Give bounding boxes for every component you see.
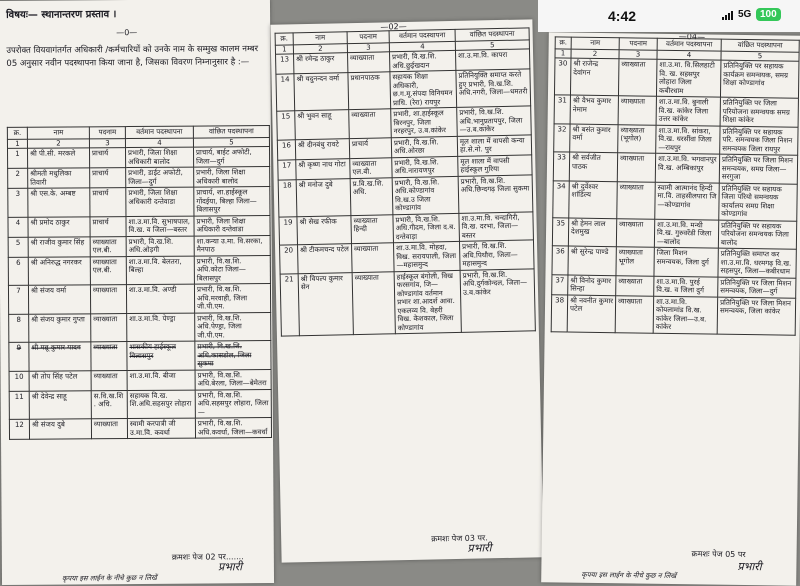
cell-serial: 7 (8, 285, 28, 314)
cell-designation: व्याख्याता एल.बी. (90, 236, 126, 256)
cell-desired-posting: प्रभारी, वि.ख.शि. अधि.कवर्धा, जिला—कवर्धा (195, 418, 271, 439)
cell-designation: व्याख्याता एल.बी. (350, 157, 392, 178)
cell-designation: व्याख्याता (352, 271, 395, 334)
table-row (8, 215, 270, 237)
table-row (8, 255, 270, 285)
cell-serial: 19 (279, 216, 298, 245)
cell-desired-posting: प्रभारी, वि.ख.शि. अधि.पेण्ड्रा, जिला जी.पी.एम. (195, 312, 271, 341)
table-row (9, 418, 271, 440)
table-row (278, 174, 533, 216)
cell-serial: 16 (277, 139, 295, 159)
signature: प्रभारी (737, 559, 762, 574)
col-number: 2 (571, 49, 619, 59)
cell-name: श्री विनोद कुमार सिन्हा (568, 275, 616, 296)
page-number: —0— (116, 27, 138, 38)
table-row (8, 284, 270, 314)
cell-designation: व्याख्याता (615, 295, 654, 333)
col-number: 4 (125, 138, 193, 148)
cell-current-posting: सहायक वि.ख. शि.अधि.सहसपुर लोहारा (127, 390, 195, 419)
cell-designation: प्राचार्य (90, 216, 126, 236)
col-number: 4 (657, 50, 721, 60)
cell-desired-posting: शा.उ.मा.वि. कापरा (455, 49, 529, 71)
cell-name: श्री भुवन साहू (295, 110, 350, 140)
table-row-struck-out (9, 341, 271, 371)
cell-serial: 21 (280, 273, 299, 336)
cell-designation: व्याख्याता (616, 275, 654, 296)
cell-designation: व्याख्याता (616, 218, 654, 247)
cell-name: श्री तोप सिंह पटेल (29, 370, 91, 390)
cell-name: श्री एस.के. अम्बष्ट (28, 188, 90, 217)
cell-name: श्री मन्नू कुमार यादव (29, 342, 91, 371)
cell-desired-posting: प्रतिनियुक्ति समाप्त कर शा.उ.मा.वि. धरमगढ़ वि.ख. सहसपुर, जिला—कबीरधाम (718, 248, 796, 278)
cell-serial: 20 (280, 245, 299, 274)
transfer-table-page-2 (275, 27, 536, 336)
continued-note: क्रमशः पेज 02 पर....... (171, 552, 244, 562)
page-number: —04— (678, 32, 706, 42)
cell-designation: व्याख्याता (618, 96, 656, 125)
cell-name: श्री अनिरुद्ध नगरकर (28, 256, 90, 285)
cell-serial: 35 (552, 217, 568, 246)
cell-current-posting: स्वामी आत्मानंद हिन्दी मा.वि. ताहसीलपारा जि—कोण्डागांव (655, 182, 720, 220)
cell-serial: 31 (554, 95, 570, 124)
cell-desired-posting: मूल शाला में वापसी कन्या हा.से.नो. पुर (457, 134, 531, 156)
cell-designation: व्याख्याता (भूगोल) (618, 124, 656, 153)
header-designation: पदनाम (89, 127, 125, 139)
cell-serial: 8 (9, 314, 29, 343)
cell-serial: 34 (553, 180, 570, 217)
do-not-write-note: कृपया इस लाईन के नीचे कुछ न लिखें (61, 573, 157, 583)
subject-line: विषयः— स्थानान्तरण प्रस्ताव । (6, 9, 117, 21)
status-time: 4:42 (608, 8, 637, 24)
table-body (7, 147, 271, 440)
cell-current-posting: शा.उ.मा.वि. बीजा (127, 370, 195, 390)
cell-desired-posting: प्रभारी, वि.ख.शि. अधि.दुर्गकोन्दल, जिला—उ.ब.कांकेर (460, 268, 535, 332)
cell-name: श्री मनोज दुबे (296, 178, 351, 216)
battery-icon: 100 (756, 8, 781, 21)
header-desired-posting: वांछित पदस्थापना (193, 126, 269, 138)
cell-designation: व्याख्याता (617, 153, 655, 182)
page-number: —02— (380, 21, 407, 32)
continued-note: क्रमशः पेज 03 पर. (431, 533, 488, 544)
table-row (9, 369, 271, 391)
cell-current-posting: शा.उ.मा.वि. पेण्ड्रा (127, 313, 195, 342)
cell-name: श्री रमेन्द्र ठाकुर (294, 53, 348, 74)
table-row (9, 312, 271, 342)
col-number: 3 (619, 49, 657, 59)
cell-desired-posting: प्रभारी, जिला शिक्षा अधिकारी दन्तेवाडा (194, 215, 270, 236)
header-desired-posting: वांछित पदस्थापना (455, 28, 529, 41)
cell-serial: 2 (8, 168, 28, 188)
document-page-1 (0, 0, 274, 585)
header-name: नाम (293, 32, 347, 45)
cell-designation: प्राचार्य (90, 168, 126, 188)
transfer-table-page-1 (7, 125, 272, 440)
header-current-posting: वर्तमान पदस्थापना (389, 29, 455, 42)
cell-current-posting: शा.उ.मा.वि. बुनाली वि.ख. कांकेर जिला उत्तर कांकेर (656, 96, 720, 125)
cell-desired-posting: प्रभारी, वि.ख.शि. अधि.बेरला, जिला—बेमेतरा (195, 369, 271, 390)
header-name: नाम (27, 127, 89, 139)
header-desired-posting: वांछित पदस्थापना (721, 39, 799, 52)
col-number: 5 (721, 51, 799, 62)
cell-current-posting: प्रभारी, शा.हाईस्कूल बिरनपुर, जिला नरहरपुर, उ.ब.कांकेर (391, 107, 458, 137)
cell-desired-posting: मूल शाला में वापसी हाईस्कूल गुरिया (458, 154, 532, 176)
cell-serial: 4 (8, 217, 28, 237)
cell-name: श्री संजय कुमार गुप्ता (29, 313, 91, 342)
cell-desired-posting: शा.कन्या उ.मा. वि.सरका, मैनपाठ (194, 235, 270, 256)
cell-name: श्रीमती मधुलिका तिवारी (28, 168, 90, 188)
cell-desired-posting: प्रभारी, वि.ख.शि. अधि.भानुप्रतापपुर, जिला—उ.ब.कांकेर (457, 106, 532, 136)
cell-desired-posting: प्रभारी, वि.ख.शि. अधि.कासडोल, जिला सुकमा (195, 341, 271, 370)
cell-serial: 32 (554, 123, 570, 152)
cell-current-posting: शा.उ.मा.वि. पुरई वि.ख. व जिला दुर्ग (654, 276, 718, 297)
cell-desired-posting: प्रतिनियुक्ति पर सहायक परियोजना समन्वयक जिला बालोद (718, 220, 796, 250)
cell-current-posting: शा.उ.मा.वि. सुभाषपाल, वि.ख. व जिला—बस्तर (126, 216, 194, 236)
cell-desired-posting: प्रभारी, वि.ख.शि. अधि.पिथौरा, जिला—महासमुन्द (459, 240, 534, 270)
cell-desired-posting: शा.उ.मा.वि. चन्दागिरी, वि.ख. दरभा, जिला—बस्तर (459, 211, 534, 241)
col-number: 3 (89, 138, 125, 148)
cell-designation: व्याख्याता (91, 370, 127, 390)
cell-name: श्री नवनीत कुमार पटेल (567, 295, 616, 333)
cell-name: श्री टीकमचन्द पटेल (298, 244, 353, 274)
col-number: 1 (7, 139, 27, 149)
cell-current-posting: शा.उ.मा.वि. कोयलामांड वि.ख. कांकेर जिला—उ.ब. कांकेर (653, 296, 718, 334)
cell-current-posting: प्रभारी, वि.ख.शि. अधि.ओड़गी (126, 236, 194, 256)
cell-desired-posting: प्रतिनियुक्ति समाप्त करते हुए प्रभारी, वि.ख.शि. अधि.नगरी, जिला—धमतरी (456, 69, 531, 108)
col-number: 3 (347, 42, 389, 52)
cell-serial: 17 (278, 159, 296, 179)
cell-serial: 3 (8, 188, 28, 217)
cell-designation: व्याख्याता भूगोल (616, 247, 654, 276)
cell-designation: प्र.वि.ख.शि. अधि. (350, 177, 393, 215)
cell-current-posting: प्रभारी, वि.ख.शि. अधि.ओरछा (391, 136, 457, 157)
cell-current-posting: प्रभारी, जिला शिक्षा अधिकारी बालोद (125, 147, 193, 167)
table-row (553, 180, 797, 220)
cell-serial: 6 (8, 257, 28, 286)
cell-current-posting: शा.उ.मा.वि. सांकरा, वि.ख. धरसींवा जिला—रायपुर (656, 125, 720, 154)
cell-current-posting: प्रभारी, वि.ख.शि. अधि.कोण्डागांव वि.ख.उ जिला कोण्डागांव (392, 176, 459, 214)
cell-serial: 30 (554, 58, 571, 95)
signal-bars-icon (722, 11, 733, 20)
cell-desired-posting: प्राचार्य, शा.हाईस्कूल गोंदईया, बिल्हा जिला—बिलासपुर (194, 187, 270, 216)
cell-current-posting: शा.उ.मा.वि. मन्थी वि.ख. गुरुवरेंडी जिला—बालोद (654, 219, 718, 248)
cell-designation: व्याख्याता (349, 109, 392, 138)
cell-serial: 38 (551, 294, 568, 331)
table-row (552, 217, 796, 249)
cell-serial: 33 (553, 152, 569, 181)
transfer-table-page-4 (551, 36, 800, 335)
cell-current-posting: प्रभारी, वि.ख.शि. अधि.छुईखदान (389, 50, 455, 71)
header-serial: क्र. (555, 37, 571, 49)
header-serial: क्र. (7, 127, 27, 139)
document-page-3 (541, 32, 800, 586)
table-row (280, 268, 535, 336)
signature: प्रभारी (467, 541, 492, 555)
table-row (554, 58, 798, 98)
cell-designation: प्रधानपाठक (348, 72, 391, 110)
cell-designation: प्राचार्य (349, 137, 391, 158)
cell-current-posting: शा.उ.मा.वि. मोहदा, विख. सरायपाली, जिला—महासमुन्द (393, 241, 460, 271)
signature: प्रभारी (217, 560, 243, 574)
table-row (552, 246, 796, 278)
table-row (554, 123, 798, 155)
cell-serial: 14 (276, 74, 295, 111)
cell-name: श्री सेख रफीक (297, 215, 352, 245)
col-number: 4 (389, 41, 455, 52)
cell-current-posting: शासकीय हाईस्कूल बिलासपुर (127, 341, 195, 370)
cell-current-posting: शा.उ.मा.वि. अण्डी (126, 284, 194, 313)
cell-designation: व्याख्याता हिन्दी (351, 214, 394, 243)
cell-desired-posting: प्रतिनियुक्ति पर जिला मिशन समन्वयक, समग्र जिला—सरगुजा (719, 154, 797, 184)
cell-desired-posting: प्रतिनियुक्ति पर सहायक परि. समन्वयक जिला निशन समन्वयक जिला रायपुर (720, 126, 798, 156)
cell-designation: व्याख्याता एल.बी. (90, 256, 126, 285)
cell-desired-posting: प्रतिनियुक्ति पर सहायक कार्यक्रम समन्वयक, समग्र शिक्षा कोण्डागांव (720, 60, 799, 98)
table-body (551, 58, 799, 335)
cell-name: श्री प्रमोद ठाकुर (28, 216, 90, 236)
col-number: 1 (275, 44, 293, 54)
network-label: 5G (738, 9, 752, 20)
cell-serial: 9 (9, 342, 29, 371)
cell-designation: व्याख्याता (347, 52, 389, 73)
cell-designation: व्याख्याता (91, 342, 127, 371)
cell-name: श्री संजय वर्मा (28, 285, 90, 314)
cell-name: श्री राजीव कुमार सिंह (28, 236, 90, 256)
cell-serial: 1 (7, 148, 27, 168)
cell-desired-posting: प्रतिनियुक्ति पर जिला परियोजना समन्वयक समग्र शिक्षा कांकेर (720, 97, 798, 127)
cell-current-posting: जिला मिशन समन्वयक, जिला दुर्ग (654, 247, 718, 276)
cell-desired-posting: प्रभारी, वि.ख.शि. अधि.कोटा जिला—बिलासपुर (194, 255, 270, 284)
table-body (276, 49, 536, 336)
cell-name: श्री राजेन्द्र देवांगन (570, 58, 619, 96)
cell-serial: 12 (9, 419, 29, 439)
header-designation: पदनाम (347, 31, 389, 43)
cell-name: श्री दीनबंधु रावटे (295, 138, 349, 159)
cell-desired-posting: प्रभारी, जिला शिक्षा अधिकारी बालोद (194, 167, 270, 188)
cell-name: श्री सुरेन्द्र पाण्डे (568, 246, 616, 275)
col-number: 1 (555, 48, 571, 58)
cell-name: श्री यदुनन्दन वर्मा (294, 73, 349, 111)
cell-name: श्री दुर्वेश्वर शांडिल्य (569, 181, 618, 219)
cell-current-posting: सहायक शिक्षा अधिकारी, छ.ग.मू.संपदा विनियमन प्राधि. (रेरा) रायपुर (390, 70, 457, 108)
cell-designation: व्याख्याता (617, 181, 656, 219)
header-current-posting: वर्तमान पदस्थापना (657, 38, 721, 50)
table-row (551, 294, 795, 334)
cell-name: श्री पी.सी. मरकले (27, 148, 89, 168)
cell-current-posting: प्रभारी, जिला शिक्षा अधिकारी दन्तेवाडा (126, 187, 194, 216)
cell-serial: 5 (8, 237, 28, 257)
do-not-write-note: कृपया इस लाईन के नीचे कुछ न लिखें (581, 570, 677, 581)
cell-desired-posting: प्रभारी, वि.ख.शि. अधि.सहसपुर लोहारा, जिला— (195, 389, 271, 418)
cell-serial: 11 (9, 391, 29, 420)
table-row (554, 95, 798, 127)
phone-status-bar (538, 0, 800, 32)
cell-name: श्री देवेन्द्र साहू (29, 390, 91, 419)
cell-current-posting: प्रभारी, वि.ख.शि. अधि.गीदम, जिला द.ब. दन्तेवाड़ा (393, 213, 460, 243)
cell-designation: प्राचार्य (90, 188, 126, 217)
cell-current-posting: प्रभारी, डाईट अफोटी, जिला—दुर्ग (126, 167, 194, 187)
cell-current-posting: शा.उ.मा.वि. भगवानपुर वि.ख. अम्बिकापुर (655, 153, 719, 182)
cell-serial: 36 (552, 246, 568, 275)
cell-current-posting: स्वामी करपात्री जी उ.मा.वि. कवर्धा (127, 418, 195, 438)
cell-desired-posting: प्रतिनियुक्ति पर जिला मिशन समन्वयक, जिला कांकेर (717, 297, 796, 335)
cell-name: श्री हेमन लाल देशमुख (568, 218, 616, 247)
intro-paragraph: उपरोक्त वियवागंतर्गत अधिकारी /कर्मचारियों को उनके नाम के सम्मुख कालम नम्बर 05 अनुसार नवीन पदस्थापना किया जाना है, जिसका विवरण निम्नानुसार है :— (6, 44, 259, 69)
cell-name: श्री वैभव कुमार नेमाम (570, 95, 618, 124)
cell-serial: 37 (552, 274, 568, 294)
cell-serial: 18 (278, 179, 297, 216)
col-number: 5 (193, 137, 269, 147)
table-row (7, 147, 269, 169)
cell-designation: प्राचार्य (89, 148, 125, 168)
cell-desired-posting: प्रतिनियुक्ति पर सहायक जिला परियो समन्वयक कार्यालय समग्र शिक्षा कोण्डागांव (719, 183, 798, 221)
header-name: नाम (571, 37, 619, 49)
cell-desired-posting: प्रभारी, वि.ख.शि. अधि.मरवाही, जिला जी.पी.एम. (194, 284, 270, 313)
cell-designation: व्याख्याता (351, 243, 394, 272)
header-designation: पदनाम (619, 38, 657, 50)
cell-current-posting: हाईस्कूल बंगोली, विख फरसगांव, जि—कोण्डागांव वर्तमान प्रभार शा.आदर्श आवा. एकलव्य वि. बेहरी विख. केशकाल, जिला कोण्डागांव (394, 270, 461, 334)
cell-designation: स.वि.ख.शि. अधि. (91, 390, 127, 419)
cell-current-posting: प्रभारी, वि.ख.शि. अधि.नारायणपुर (392, 156, 458, 177)
cell-current-posting: शा.उ.मा.वि. बेलतरा, बिल्हा (126, 256, 194, 285)
cell-designation: व्याख्याता (90, 285, 126, 314)
cell-name: श्री सर्वजीत पाठक (569, 152, 617, 181)
cell-desired-posting: प्राचार्य, बाईट अफोटी, जिला—दुर्ग (193, 147, 269, 168)
cell-designation: व्याख्याता (91, 313, 127, 342)
cell-name: श्री संजय दुबे (29, 419, 91, 439)
table-row (8, 235, 270, 257)
table-row (9, 389, 271, 419)
cell-name: श्री बसंत कुमार वर्मा (570, 124, 618, 153)
col-number: 5 (455, 39, 529, 50)
continued-note: क्रमशः पेज 05 पर (691, 549, 746, 560)
col-number: 2 (27, 138, 89, 148)
cell-serial: 15 (277, 111, 296, 140)
cell-designation: व्याख्याता (91, 419, 127, 439)
col-number: 2 (293, 43, 347, 54)
cell-current-posting: शा.उ.मा. वि.सिलहाटी वि. ख. सहसपुर लोहारा जिला कबीरधाम (656, 59, 721, 97)
header-serial: क्र. (275, 33, 293, 45)
table-row (276, 69, 531, 111)
cell-desired-posting: प्रभारी, वि.ख.शि. अधि.छिन्दगढ़ जिला सुकमा (458, 174, 533, 213)
cell-serial: 10 (9, 371, 29, 391)
cell-serial: 13 (276, 54, 294, 74)
cell-designation: व्याख्याता (618, 59, 657, 97)
cell-name: श्री कृष्ण नाथ गोटा (296, 158, 350, 179)
header-current-posting: वर्तमान पदस्थापना (125, 126, 193, 138)
table-row (8, 187, 270, 217)
document-page-2 (270, 19, 543, 562)
table-row (8, 167, 270, 189)
cell-desired-posting: प्रतिनियुक्ति पर जिला मिशन समन्वयक, जिला—दुर्ग (718, 277, 796, 298)
table-row (553, 152, 797, 184)
cell-name: श्री विपल्प कुमार सेन (298, 272, 353, 336)
